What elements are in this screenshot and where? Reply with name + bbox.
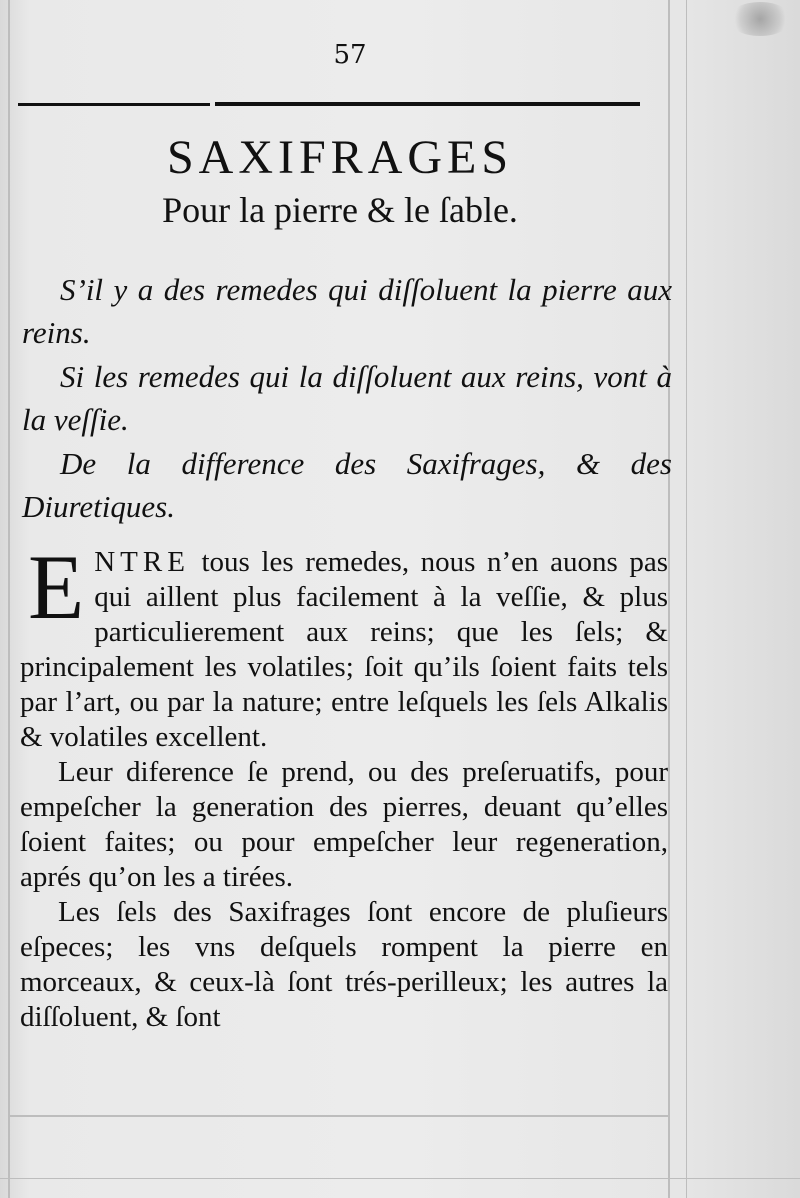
chapter-summary — [22, 268, 672, 529]
page-number: 57 — [333, 40, 367, 70]
paragraph-1 — [20, 536, 668, 755]
summary-item: S’il y a des remedes qui diſſoluent la pierre aux reins. — [22, 272, 672, 350]
header-rule-left — [18, 103, 210, 106]
drop-cap: E — [28, 536, 85, 638]
page-edge-right-outer — [686, 0, 687, 1198]
ink-smudge — [728, 2, 792, 36]
summary-item: De la difference des Saxifrages, & des Diuretiques. — [22, 446, 672, 524]
page-edge-bottom-outer — [0, 1178, 800, 1179]
page-edge-left — [8, 0, 10, 1198]
page-edge-right — [668, 0, 670, 1198]
chapter-title: SAXIFRAGES — [166, 131, 514, 184]
body-text — [20, 536, 668, 1035]
chapter-subtitle: Pour la pierre & le ſable. — [162, 190, 518, 230]
paragraph-3: Les ſels des Saxifrages ſont encore de pluſieurs eſpeces; les vns deſquels rompent la pierre en morceaux, & ceux-là ſont trés-perilleux; les autres la diſſoluent, & ſont — [20, 896, 668, 1033]
page-edge-bottom — [10, 1115, 670, 1117]
summary-item: Si les remedes qui la diſſoluent aux reins, vont à la veſſie. — [22, 359, 672, 437]
opening-word: NTRE — [94, 546, 190, 578]
header-rule-right — [215, 102, 640, 106]
paragraph-1-text: tous les remedes, nous n’en auons pas qui aillent plus facilement à la veſſie, & plus particulierement aux reins; que les ſels; & principalement les volatiles; ſoit qu’ils ſoient faits tels par l’art, ou par la nature; entre leſquels les ſels Alkalis & volatiles excellent. — [20, 546, 668, 753]
paragraph-2: Leur diference ſe prend, ou des preſeruatifs, pour empeſcher la generation des pierres, deuant qu’elles ſoient faites; ou pour empeſcher leur regeneration, aprés qu’on les a tirées. — [20, 756, 668, 893]
